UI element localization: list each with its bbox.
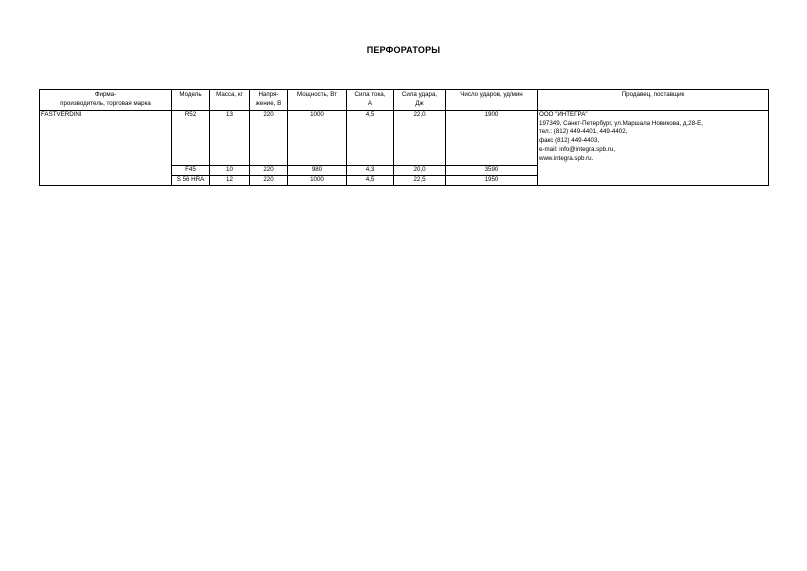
voltage-cell: 220 [250, 166, 288, 176]
impact-cell: 22,0 [394, 111, 446, 166]
header-power: Мощность, Вт [288, 90, 347, 111]
mass-cell: 12 [210, 176, 250, 186]
header-maker-line2: производитель, торговая марка [60, 99, 151, 107]
current-cell: 4,5 [347, 111, 394, 166]
header-voltage-line1: Напря- [258, 91, 279, 98]
page-title: ПЕРФОРАТОРЫ [366, 45, 441, 55]
voltage-cell: 220 [250, 111, 288, 166]
blows-cell: 1950 [446, 176, 538, 186]
power-cell: 1000 [288, 111, 347, 166]
impact-cell: 20,0 [394, 166, 446, 176]
header-impact-line1: Сила удара, [401, 91, 438, 98]
power-cell: 980 [288, 166, 347, 176]
header-impact [394, 90, 446, 111]
header-seller: Продавец, поставщик [538, 90, 769, 111]
header-mass: Масса, кг [210, 90, 250, 111]
header-current [347, 90, 394, 111]
model-cell: S 56 HRA [172, 176, 210, 186]
header-maker-line1: Фирма- [94, 91, 117, 98]
header-model: Модель [172, 90, 210, 111]
impact-cell: 22,5 [394, 176, 446, 186]
header-voltage-line2: жение, В [255, 99, 282, 107]
voltage-cell: 220 [250, 176, 288, 186]
header-row [40, 90, 769, 111]
header-maker [40, 90, 172, 111]
seller-email: e-mail: info@integra.spb.ru, [539, 145, 616, 153]
current-cell: 4,5 [347, 176, 394, 186]
blows-cell: 1900 [446, 111, 538, 166]
products-table [39, 89, 769, 186]
model-cell: R52 [172, 111, 210, 166]
blows-cell: 3590 [446, 166, 538, 176]
header-current-line1: Сила тока, [354, 91, 386, 98]
brand-cell: FASTVERDINI [40, 111, 172, 186]
header-impact-line2: Дж [415, 99, 424, 107]
mass-cell: 13 [210, 111, 250, 166]
seller-fax: факс (812) 449-4403, [539, 137, 600, 145]
header-current-line2: А [367, 99, 373, 107]
seller-phone: тел.: (812) 449-4401, 449-4402, [539, 128, 628, 136]
header-voltage [250, 90, 288, 111]
seller-address: 197349, Санкт-Петербург, ул.Маршала Новикова, д.28-Е, [539, 119, 703, 127]
seller-name: ООО "ИНТЕГРА" [539, 111, 588, 118]
header-blows: Число ударов, уд/мин [446, 90, 538, 111]
model-cell: F45 [172, 166, 210, 176]
mass-cell: 10 [210, 166, 250, 176]
seller-website: www.integra.spb.ru. [539, 154, 594, 162]
table-row [40, 111, 769, 166]
seller-cell [538, 111, 769, 186]
current-cell: 4,3 [347, 166, 394, 176]
power-cell: 1000 [288, 176, 347, 186]
